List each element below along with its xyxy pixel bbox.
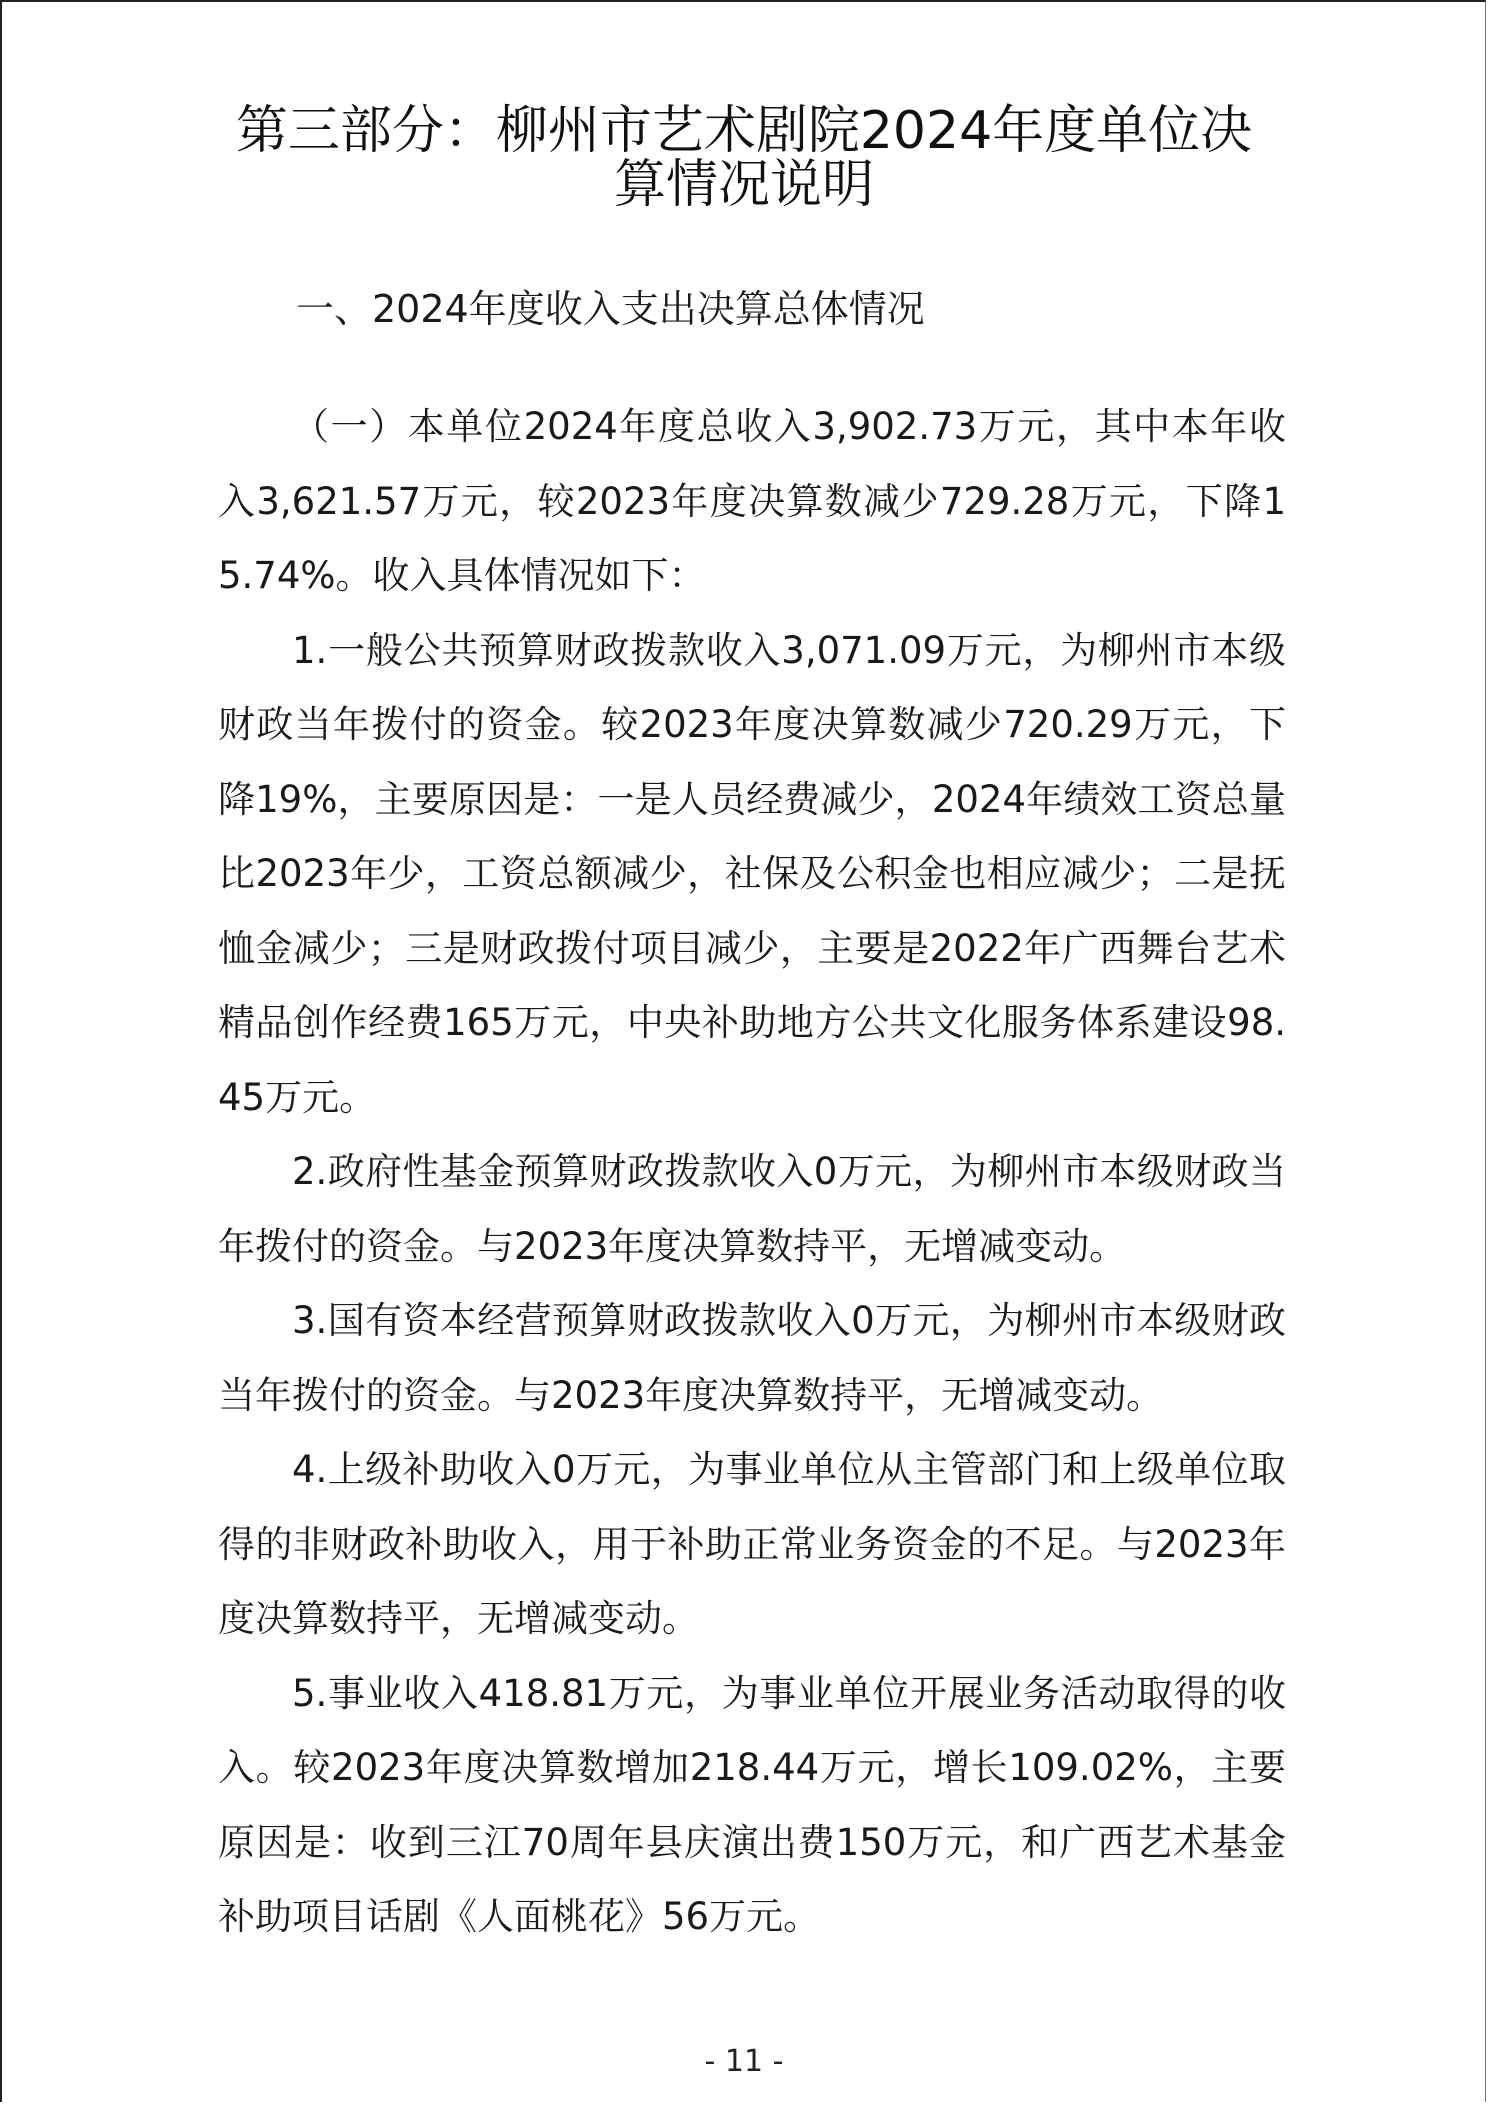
page-number: - 11 - [704,2044,784,2079]
section-heading: 一、2024年度收入支出决算总体情况 [296,287,925,331]
paragraph-total-income: （一）本单位2024年度总收入3,902.73万元，其中本年收入3,621.57万元，较2023年度决算数减少729.28万元，下降15.74%。收入具体情况如下： [218,405,1286,597]
title-line-2: 算情况说明 [613,155,874,215]
paragraph-state-capital: 3.国有资本经营预算财政拨款收入0万元，为柳州市本级财政当年拨付的资金。与2023年度决算数持平，无增减变动。 [218,1299,1286,1417]
paragraph-government-fund: 2.政府性基金预算财政拨款收入0万元，为柳州市本级财政当年拨付的资金。与2023年度决算数持平，无增减变动。 [218,1150,1286,1268]
paragraph-superior-subsidy: 4.上级补助收入0万元，为事业单位从主管部门和上级单位取得的非财政补助收入，用于补助正常业务资金的不足。与2023年度决算数持平，无增减变动。 [218,1448,1286,1640]
paragraph-general-budget: 1.一般公共预算财政拨款收入3,071.09万元，为柳州市本级财政当年拨付的资金。较2023年度决算数减少720.29万元，下降19%，主要原因是：一是人员经费减少，2024年绩效工资总量比2023年少，工资总额减少，社保及公积金也相应减少；二是抚恤金减少；三是财政拨付项目减少，主要是2022年广西舞台艺术精品创作经费165万元，中央补助地方公共文化服务体系建设98.45万元。 [218,628,1286,1119]
paragraph-business-income: 5.事业收入418.81万元，为事业单位开展业务活动取得的收入。较2023年度决算数增加218.44万元，增长109.02%，主要原因是：收到三江70周年县庆演出费150万元，和广西艺术基金补助项目话剧《人面桃花》56万元。 [218,1671,1286,1938]
body-text [218,390,1286,1955]
document-title [200,101,1288,215]
title-line-1: 第三部分：柳州市艺术剧院2024年度单位决 [235,101,1253,161]
